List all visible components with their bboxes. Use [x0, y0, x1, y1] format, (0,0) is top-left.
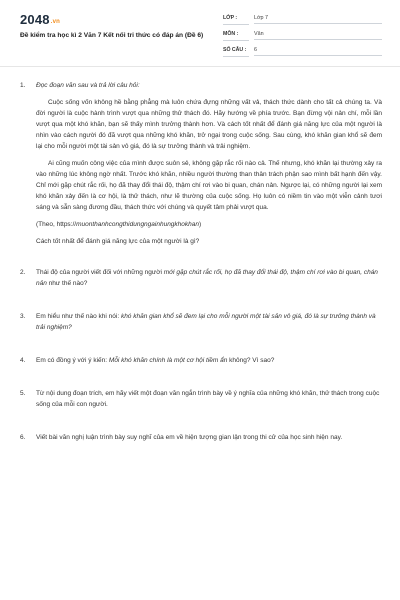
class-value: Lớp 7: [254, 12, 382, 24]
question-text: Viết bài văn nghị luận trình bày suy nghĩ của em về hiện tượng gian lận trong thi cử của học sinh hiện nay.: [36, 434, 343, 441]
subject-label: MÔN :: [223, 31, 239, 37]
question-count-value: 6: [254, 44, 382, 56]
question-prompt: Đọc đoạn văn sau và trả lời câu hỏi:: [36, 82, 140, 89]
question-number: 2.: [20, 269, 26, 276]
passage-paragraph-1: Cuộc sống vốn không hề bằng phẳng mà luôn chứa đựng những vất vả, thách thức dành cho tất cả chúng ta. Và đời người là cuộc hành trình vượt qua những thử thách đó. Hãy hướng về phía trước. Bạn đừng vội nản chí, mỗi lần vượt qua một khó khăn, bạn sẽ thấy mình trưởng thành hơn. Và cách tốt nhất để đánh giá năng lực của một người là nhìn vào cách người đó đã vượt qua những khó khăn, trở ngại trong cuộc sống. Sau cùng, khó khăn gian khổ sẽ đem lại cho mỗi người một tài sản vô giá, đó là sự trưởng thành và trải nghiệm.: [36, 99, 382, 150]
question-4: [20, 355, 382, 366]
question-text-part: Em hiểu như thế nào khi nói:: [36, 313, 121, 320]
label-underline: [223, 40, 249, 41]
label-underline: [223, 56, 249, 57]
question-text: [36, 311, 382, 333]
subject-value: Văn: [254, 28, 382, 40]
question-count-label: SỐ CÂU :: [223, 47, 247, 53]
question-6: [20, 432, 382, 443]
question-text-part: Em có đồng ý với ý kiến:: [36, 357, 109, 364]
passage-source: [36, 219, 382, 230]
logo-suffix: .vn: [50, 19, 61, 25]
header: [0, 0, 400, 62]
question-text: Từ nội dung đoạn trích, em hãy viết một đoạn văn ngắn trình bày về ý nghĩa của những khó khăn, thử thách trong cuộc sống của mỗi con người.: [36, 390, 380, 408]
question-number: 3.: [20, 313, 26, 320]
source-prefix: (Theo, https://: [36, 221, 77, 228]
source-suffix: ): [199, 221, 202, 228]
source-link: muonthanhcongthidungngainhungkhokhan: [76, 221, 199, 228]
question-text-part: không? Vì sao?: [227, 357, 275, 364]
question-text-part: Thái độ của người viết đối với những người: [36, 269, 164, 276]
question-quote: mới gặp chút rắc rối, họ đã thay đổi thái độ, thậm chí rơi vào bi quan, chán nản: [36, 269, 378, 287]
logo-main: 2048: [20, 12, 50, 27]
question-quote: Mỗi khó khăn chính là một cơ hội tiềm ẩn: [108, 357, 228, 364]
class-label: LỚP :: [223, 15, 238, 21]
meta-fields: [223, 12, 383, 60]
question-number: 1.: [20, 82, 26, 89]
question-number: 6.: [20, 434, 26, 441]
header-divider: [0, 66, 400, 67]
meta-row-class: [223, 12, 383, 28]
question-quote: khó khăn gian khổ sẽ đem lại cho mỗi người một tài sản vô giá, đó là sự trưởng thành và trải nghiệm?: [36, 313, 376, 331]
meta-row-subject: [223, 28, 383, 44]
question-text: [36, 355, 382, 366]
label-underline: [223, 24, 249, 25]
question-text: [36, 267, 382, 289]
question-1-ask: Cách tốt nhất để đánh giá năng lực của một người là gì?: [36, 238, 200, 245]
question-text-part: như thế nào?: [46, 280, 88, 287]
question-number: 4.: [20, 357, 26, 364]
passage-paragraph-2: Ai cũng muốn công việc của mình được suôn sẻ, không gặp rắc rối nào cả. Thế nhưng, khó khăn lại thường xảy ra vào những lúc không ngờ nhất. Trước khó khăn, nhiều người thường than thân trách phận sao mình bất hạnh đến vậy. Chỉ mới gặp chút rắc rối, họ đã thay đổi thái độ, thậm chí rơi vào bi quan, chán nản. Ngược lại, có những người lại xem khó khăn xảy đến là cơ hội, là thử thách, như lẽ thường của cuộc sống. Họ luôn có niềm tin vào một viễn cảnh tươi sáng và sẵn sàng đương đầu, thách thức với chúng và quyết tâm phải vượt qua.: [36, 160, 382, 211]
question-1: [20, 80, 382, 247]
meta-row-count: [223, 44, 383, 60]
question-5: [20, 388, 382, 410]
document-title: Đề kiểm tra học kì 2 Văn 7 Kết nối tri thức có đáp án (Đề 6): [20, 32, 204, 39]
question-number: 5.: [20, 390, 26, 397]
question-list: [20, 80, 382, 443]
question-2: [20, 267, 382, 289]
site-logo[interactable]: [20, 12, 60, 27]
question-3: [20, 311, 382, 333]
